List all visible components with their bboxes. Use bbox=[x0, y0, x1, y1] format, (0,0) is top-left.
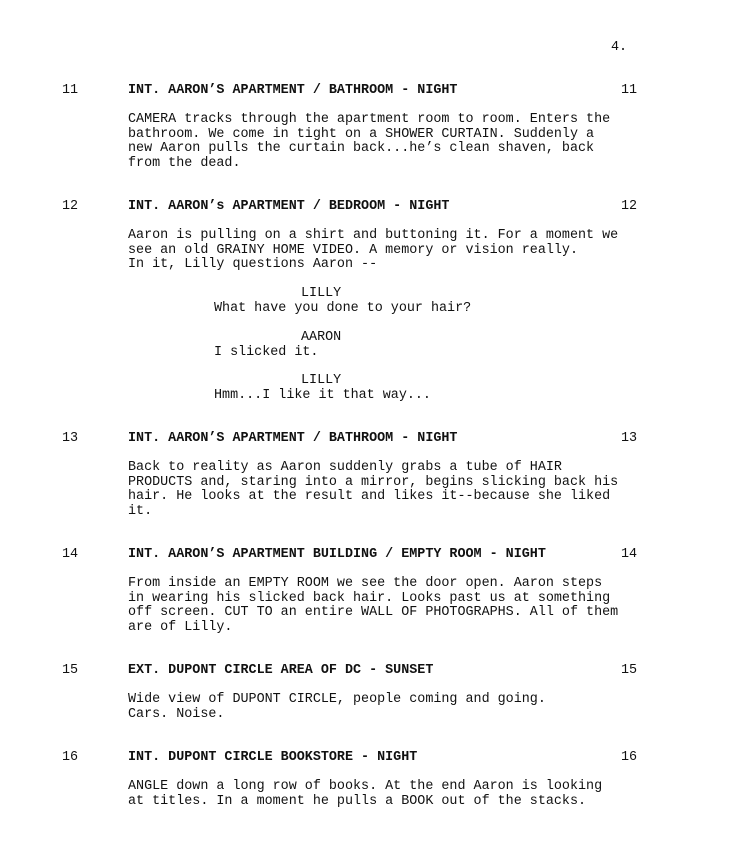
scene-number-left: 12 bbox=[62, 199, 79, 214]
character-name: LILLY bbox=[301, 373, 342, 388]
action-text: CAMERA tracks through the apartment room to room. Enters the bathroom. We come in tight on a SHOWER CURTAIN. Suddenly a new Aaron pulls the curtain back...he’s clean shaven, back from the dead. bbox=[128, 112, 611, 171]
scene-heading: EXT. DUPONT CIRCLE AREA OF DC - SUNSET bbox=[128, 663, 434, 678]
scene-heading: INT. AARON’S APARTMENT / BATHROOM - NIGHT bbox=[128, 83, 458, 98]
character-name: LILLY bbox=[301, 286, 342, 301]
scene-heading: INT. DUPONT CIRCLE BOOKSTORE - NIGHT bbox=[128, 750, 418, 765]
scene-heading: INT. AARON’S APARTMENT / BATHROOM - NIGHT bbox=[128, 431, 458, 446]
scene-number-left: 11 bbox=[62, 83, 79, 98]
action-text: Wide view of DUPONT CIRCLE, people coming and going. Cars. Noise. bbox=[128, 692, 546, 722]
action-text: ANGLE down a long row of books. At the end Aaron is looking at titles. In a moment he pulls a BOOK out of the stacks. bbox=[128, 779, 603, 809]
scene-number-right: 11 bbox=[621, 83, 638, 98]
scene-number-right: 13 bbox=[621, 431, 638, 446]
scene-heading: INT. AARON’s APARTMENT / BEDROOM - NIGHT bbox=[128, 199, 450, 214]
action-text: Back to reality as Aaron suddenly grabs a tube of HAIR PRODUCTS and, staring into a mirror, begins slicking back his hair. He looks at the result and likes it--because she liked it. bbox=[128, 460, 619, 519]
page-number: 4. bbox=[611, 40, 628, 55]
dialogue-line: What have you done to your hair? bbox=[214, 300, 472, 316]
dialogue-line: Hmm...I like it that way... bbox=[214, 387, 431, 403]
scene-number-right: 12 bbox=[621, 199, 638, 214]
action-text: Aaron is pulling on a shirt and buttoning it. For a moment we see an old GRAINY HOME VIDEO. A memory or vision really. In it, Lilly questions Aaron -- bbox=[128, 228, 619, 272]
action-text: From inside an EMPTY ROOM we see the door open. Aaron steps in wearing his slicked back hair. Looks past us at something off screen. CUT TO an entire WALL OF PHOTOGRAPHS. All of them are of Lilly. bbox=[128, 576, 619, 635]
scene-number-right: 16 bbox=[621, 750, 638, 765]
scene-number-left: 13 bbox=[62, 431, 79, 446]
scene-number-right: 14 bbox=[621, 547, 638, 562]
scene-number-left: 14 bbox=[62, 547, 79, 562]
scene-number-left: 15 bbox=[62, 663, 79, 678]
scene-heading: INT. AARON’S APARTMENT BUILDING / EMPTY ROOM - NIGHT bbox=[128, 547, 546, 562]
scene-number-right: 15 bbox=[621, 663, 638, 678]
character-name: AARON bbox=[301, 330, 342, 345]
dialogue-line: I slicked it. bbox=[214, 344, 319, 360]
scene-number-left: 16 bbox=[62, 750, 79, 765]
